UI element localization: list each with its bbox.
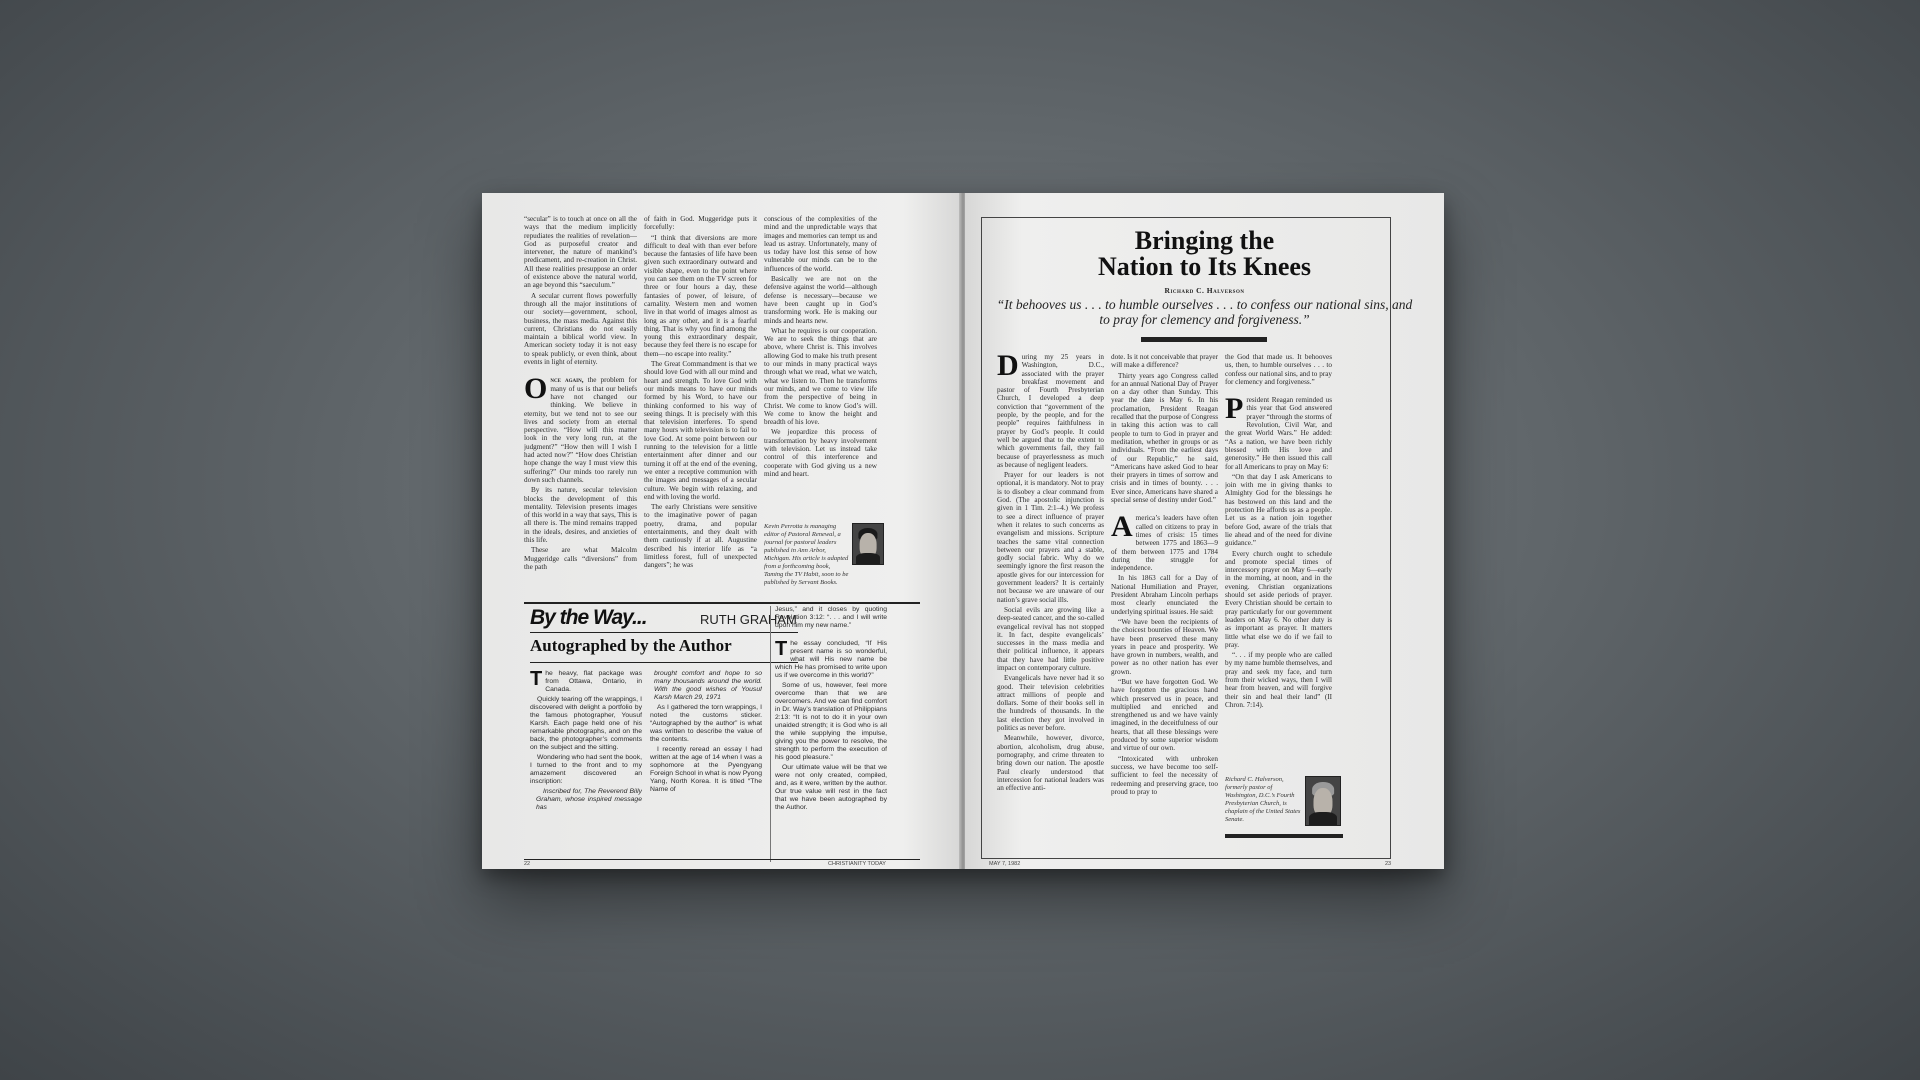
- paragraph: “But we have forgotten God. We have forgotten the gracious hand which preserved us in peace, and multiplied and enriched and strengthened us and we have vainly imagined, in the deceitfulness of our hearts, that all these blessings were produced by some superior wisdom and virtue of our own.: [1111, 677, 1218, 753]
- drop-cap: O: [524, 372, 548, 406]
- by-the-way-col-1: [530, 670, 642, 860]
- paragraph: Every church ought to schedule and promote special times of intercessory prayer on May 6—early in the morning, at noon, and in the evening. Christian organizations should set aside periods of prayer. Every Christian should be certain to pray particularly for our government leaders on May 6. No other duty is as important as prayer. It matters little what else we do if we fail to pray.: [1225, 549, 1332, 649]
- right-col-2: [1111, 353, 1218, 861]
- paragraph: In his 1863 call for a Day of National Humiliation and Prayer, President Abraham Lincoln perhaps most clearly enunciated the underlying spiritual issues. He said:: [1111, 574, 1218, 616]
- left-col-1: [524, 215, 637, 601]
- article-title-line-1: Bringing the: [1134, 226, 1275, 255]
- magazine-name: CHRISTIANITY TODAY: [828, 861, 886, 867]
- paragraph: “I think that diversions are more difficult to deal with than ever before because the fantasies of life have been given such extraordinary outward and visible shape, even to the point where you can see them on the TV screen for three or four hours a day, these fantasies of power, of leisure, of carnality. Western men and women live in that world of images almost as long as any other, and it is a fearful thing. That is why you find among the young this extraordinary despair, because they feel there is no escape for them—no escape into reality.”: [644, 233, 757, 358]
- paragraph: “On that day I ask Americans to join with me in giving thanks to Almighty God for the blessings he has bestowed on this land and the protection He affords us as a people. Let us as a nation join together before God, aware of the trials that lie ahead and of the need for divine guidance.”: [1225, 472, 1332, 548]
- subtitle-rule: [530, 662, 798, 663]
- paragraph: “Intoxicated with unbroken success, we have become too self-sufficient to feel the necessity of redeeming and preserving grace, too proud to pray to: [1111, 754, 1218, 796]
- paragraph: Some of us, however, feel more overcome than that we are overcomers. And we can find comfort in Dr. Way’s translation of Philippians 2:13: “It is not to do it in your own unaided strength; it is God who is all the while supplying the impulse, giving you the power to resolve, the strength to perform the execution of his good pleasure.”: [775, 682, 887, 761]
- drop-cap: D: [997, 353, 1019, 382]
- by-the-way-column: [530, 606, 930, 866]
- paragraph: Basically we are not on the defensive against the world—although defense is necessary—because we have been caught up in God’s transforming work. He is making our minds and hearts new.: [764, 275, 877, 325]
- section-bottom-rule: [524, 859, 920, 860]
- right-col-1: [997, 353, 1104, 861]
- by-the-way-col-2: [650, 670, 762, 860]
- paragraph: What he requires is our cooperation. We are to seek the things that are above, where Christ is. This involves allowing God to make his truth present to our minds in many practical ways through what we read, what we watch, what we listen to. Then he transforms our minds, and we come to view life from the perspective of being in Christ. We come to know God’s will. We come to know the height and breadth of his love.: [764, 326, 877, 427]
- paragraph: Prayer for our leaders is not optional, it is mandatory. Not to pray is to disobey a clear command from God. (The apostolic injunction is given in 1 Tim. 2:1–4.) We profess to see a direct influence of prayer when it relates to such concerns as evangelism and missions. Scripture teaches the same vital connection between our prayers and a stable, godly social fabric. Why do we seemingly ignore the first reason the apostle gives for our intercession for government leaders? It is certainly not because we are unaware of our nation’s grave social ills.: [997, 471, 1104, 604]
- paragraph: [1225, 392, 1332, 471]
- paragraph: Quickly tearing off the wrappings, I discovered with delight a portfolio by the famous photographer, Yousuf Karsh. Each page held one of his remarkable photographs, and on the back, the photographer’s comments on the subject and the sitting.: [530, 696, 642, 751]
- right-page: [965, 193, 1444, 869]
- paragraph: I recently reread an essay I had written at the age of 14 when I was a sophomore at the Pyengyang Foreign School in what is now Pyong Yang, North Korea. It is titled “The Name of: [650, 746, 762, 793]
- magazine-spread: [482, 193, 1444, 869]
- article-title-line-2: Nation to Its Knees: [1097, 252, 1312, 281]
- paragraph: These are what Malcolm Muggeridge calls “diversions” from the path: [524, 546, 637, 571]
- deck-rule: [1141, 337, 1267, 342]
- page-number: 22: [524, 861, 531, 867]
- author-photo: [1305, 776, 1341, 826]
- author-bio: Kevin Perrotta is managing editor of Pastoral Renewal, a journal for pastoral leaders published in Ann Arbor, Michigan. His article is adapted from a forthcoming book, Taming the TV Habit, soon to be published by Servant Books.: [764, 523, 849, 586]
- column-title: By the Way...: [530, 606, 647, 629]
- page-number: 23: [1385, 861, 1392, 867]
- paragraph-text: the problem for many of us is that our beliefs have not changed our thinking. We believe in eternity, but we tend not to see our lives and society from an eternal perspective. “How will this matter look in the very long run, at the judgment?” “How then will I wish I had acted now?” “How does Christian hope change the way I must view this suffering?” Our minds too rarely run down such channels.: [524, 376, 637, 484]
- paragraph: A secular current flows powerfully through all the major institutions of our society—government, school, business, the mass media. Against this current, Christians do not easily maintain a biblical world view. In American society today it is not easy to speak publicly, or even think, about events in light of eternity.: [524, 291, 637, 367]
- paragraph: Meanwhile, however, divorce, abortion, alcoholism, drug abuse, pornography, and crime threaten to bring down our nation. The apostle Paul clearly understood that intercession for national leaders was an effective anti-: [997, 734, 1104, 793]
- column-subtitle: Autographed by the Author: [530, 636, 732, 655]
- paragraph: the God that made us. It behooves us, then, to humble ourselves . . . to confess our national sins, and to pray for clemency and forgiveness.”: [1225, 353, 1332, 386]
- paragraph: Social evils are growing like a deep-seated cancer, and the so-called evangelical revival has not stopped it. In fact, despite evangelicals’ successes in the mass media and their political influence, it appears that they have had little positive impact on contemporary culture.: [997, 605, 1104, 672]
- column-author: RUTH GRAHAM: [700, 612, 797, 627]
- paragraph: We jeopardize this process of transformation by heavy involvement with television. Let us instead take control of this interference and cooperate with God giving us a new mind and heart.: [764, 428, 877, 478]
- paragraph-text: resident Reagan reminded us this year that God answered prayer “through the storms of Revolution, Civil War, and the great World Wars.” He added: “As a nation, we have been richly blessed with His love and generosity.” He then issued this call for all Americans to pray on May 6:: [1225, 396, 1332, 471]
- paragraph: Our ultimate value will be that we were not only created, compiled, and, as it were, written by the author. Our true value will rest in the fact that we have been autographed by the Author.: [775, 764, 887, 811]
- author-photo: [852, 523, 884, 565]
- inscription: Inscribed for, The Reverend Billy Graham, whose inspired message has: [536, 788, 642, 811]
- paragraph: [524, 372, 637, 484]
- paragraph: of faith in God. Muggeridge puts it forcefully:: [644, 215, 757, 232]
- paragraph: Thirty years ago Congress called for an annual National Day of Prayer on a day other than Sunday. This year the date is May 6. In his proclamation, President Reagan recalled that the purpose of Congress in taking this action was to call people to turn to God in prayer and meditation, whether in groups or as individuals. “From the earliest days of our Republic,” he said, “Americans have asked God to hear their prayers in times of sorrow and crisis and in times of bounty. . . . Ever since, Americans have shared a special sense of destiny under God.”: [1111, 371, 1218, 505]
- right-col-3: [1225, 353, 1332, 773]
- paragraph: dote. Is it not conceivable that prayer will make a difference?: [1111, 353, 1218, 370]
- drop-cap: A: [1111, 510, 1133, 544]
- left-page: [482, 193, 961, 869]
- left-col-2: [644, 215, 757, 601]
- paragraph: conscious of the complexities of the mind and the unpredictable ways that images and memories can tempt us and lead us astray. Unfortunately, many of us today have lost this sense of how vulnerable our minds can be to the influences of the world.: [764, 215, 877, 273]
- paragraph: As I gathered the torn wrappings, I noted the customs sticker. “Autographed by the author” is what was written to describe the value of the contents.: [650, 704, 762, 743]
- drop-cap: P: [1225, 392, 1244, 426]
- paragraph-text: merica’s leaders have often called on citizens to pray in times of crisis: 15 times between 1775 and 1863—9 of them between 1775 and 1784 during the struggle for independence.: [1111, 514, 1218, 573]
- inscription: brought comfort and hope to so many thousands around the world. With the good wishes of Yousuf Karsh March 29, 1971: [654, 670, 762, 701]
- drop-cap: T: [530, 670, 543, 690]
- paragraph: The Great Commandment is that we should love God with all our mind and heart and strength. To love God with our minds means to have our minds formed by his Word, to have our thinking conformed to his way of seeing things. It is precisely with this that television interferes. To spend many hours with television is to fail to love God. At some point between our running to the television for a little entertainment after dinner and our turning it off at the end of the evening, we enter a receptive communion with the images and messages of a secular culture. We begin with relaxing, and end with loving the world.: [644, 360, 757, 501]
- paragraph: By its nature, secular television blocks the development of this mentality. Television presents images of this world in a way that says, This is all there is. The mind remains trapped in the ideals, desires, and anxieties of this life.: [524, 486, 637, 544]
- paragraph: [997, 353, 1104, 469]
- lead-in: nce again,: [550, 376, 584, 385]
- paragraph: “. . . if my people who are called by my name humble themselves, and pray and seek my face, and turn from their wicked ways, then I will hear from heaven, and will forgive their sin and heal their land” (II Chron. 7:14).: [1225, 651, 1332, 709]
- paragraph: Jesus,” and it closes by quoting Revelation 3:12: “. . . and I will write upon him my new name.”: [775, 606, 887, 629]
- paragraph: “We have been the recipients of the choicest bounties of Heaven. We have been preserved these many years in peace and prosperity. We have grown in numbers, wealth, and power as no other nation has ever grown.: [1111, 617, 1218, 676]
- by-the-way-col-3: [770, 606, 887, 862]
- title-rule: [530, 632, 798, 633]
- paragraph: [1111, 510, 1218, 573]
- paragraph: Wondering who had sent the book, I turned to the front and to my amazement discovered an inscription:: [530, 754, 642, 785]
- section-divider: [524, 602, 920, 604]
- issue-date: MAY 7, 1982: [989, 861, 1021, 867]
- paragraph: [530, 670, 642, 694]
- paragraph-text: uring my 25 years in Washington, D.C., associated with the prayer breakfast movement and pastor of Fourth Presbyterian Church, I developed a deep conviction that “government of the people, by the people, and for the people” requires faithfulness in prayer by God’s people. It could well be argued that to the extent to which governments fail, they fail because of prayerlessness as much as because of negligent leaders.: [997, 353, 1104, 469]
- paragraph: The early Christians were sensitive to the imaginative power of pagan poetry, drama, and popular entertainments, and they dealt with them cautiously if at all. Augustine described his interior life as “a limitless forest, full of unexpected dangers”; he was: [644, 503, 757, 570]
- paragraph-text: he heavy, flat package was from Ottawa, Ontario, in Canada.: [545, 670, 642, 693]
- paragraph: “secular” is to touch at once on all the ways that the medium implicitly repudiates the realities of revelation—God as purposeful creator and intervener, the nature of mankind’s predicament, and re-creation in Christ. All these realities presuppose an order of existence above the natural world, an age beyond this “saeculum.”: [524, 215, 637, 290]
- pull-quote: “It behooves us . . . to humble ourselves . . . to confess our national sins, and to pray for clemency and forgiveness.”: [996, 297, 1413, 327]
- author-bio: Richard C. Halverson, formerly pastor of Washington, D.C.’s Fourth Presbyterian Church, is chaplain of the United States Senate.: [1225, 776, 1301, 823]
- paragraph: Evangelicals have never had it so good. Their television celebrities attract millions of people and dollars. Some of their books sell in the hundreds of thousands. In the last election they got involved in politics as never before.: [997, 674, 1104, 733]
- left-col-3: [764, 215, 877, 505]
- bio-rule: [1225, 834, 1343, 838]
- paragraph: [775, 640, 887, 680]
- drop-cap: T: [775, 638, 788, 660]
- byline: Richard C. Halverson: [1164, 286, 1245, 295]
- paragraph-text: he essay concluded, “If His present name is so wonderful, what will His new name be which He has promised to write upon us if we overcome in this world?”: [775, 640, 887, 679]
